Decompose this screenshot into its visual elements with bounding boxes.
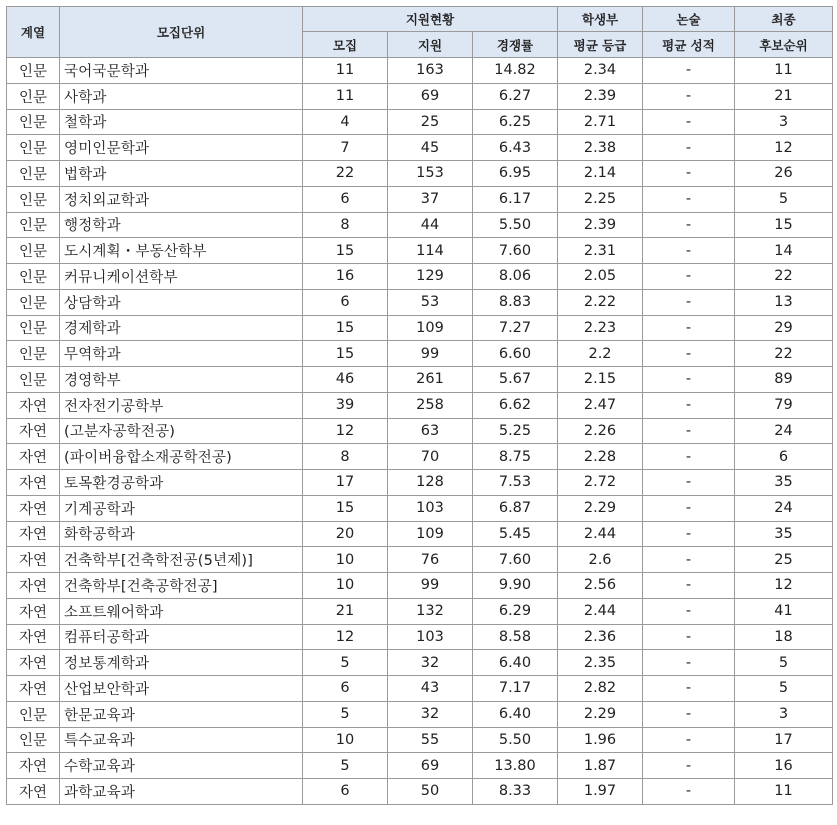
table-row xyxy=(7,676,833,702)
cell-essay: - xyxy=(643,444,735,470)
cell-rank: 18 xyxy=(735,624,833,650)
cell-gpa: 2.34 xyxy=(558,58,643,84)
table-row xyxy=(7,779,833,805)
cell-recruit: 39 xyxy=(303,392,388,418)
cell-apply: 129 xyxy=(388,264,473,290)
cell-essay: - xyxy=(643,392,735,418)
cell-gpa: 2.39 xyxy=(558,83,643,109)
cell-ratio: 6.95 xyxy=(473,161,558,187)
cell-unit: 사학과 xyxy=(60,83,303,109)
cell-ratio: 6.40 xyxy=(473,701,558,727)
cell-ratio: 13.80 xyxy=(473,753,558,779)
cell-category: 인문 xyxy=(7,109,60,135)
cell-rank: 22 xyxy=(735,341,833,367)
cell-unit: 토목환경공학과 xyxy=(60,470,303,496)
table-row xyxy=(7,470,833,496)
cell-ratio: 6.40 xyxy=(473,650,558,676)
cell-essay: - xyxy=(643,573,735,599)
cell-ratio: 6.17 xyxy=(473,186,558,212)
cell-unit: 경제학과 xyxy=(60,315,303,341)
cell-rank: 35 xyxy=(735,470,833,496)
cell-category: 인문 xyxy=(7,341,60,367)
cell-unit: 건축학부[건축공학전공] xyxy=(60,573,303,599)
table-row xyxy=(7,444,833,470)
cell-category: 인문 xyxy=(7,264,60,290)
cell-recruit: 17 xyxy=(303,470,388,496)
cell-apply: 103 xyxy=(388,495,473,521)
cell-rank: 22 xyxy=(735,264,833,290)
cell-essay: - xyxy=(643,650,735,676)
cell-ratio: 7.17 xyxy=(473,676,558,702)
cell-essay: - xyxy=(643,315,735,341)
cell-essay: - xyxy=(643,212,735,238)
table-row xyxy=(7,547,833,573)
cell-ratio: 6.29 xyxy=(473,598,558,624)
cell-recruit: 12 xyxy=(303,624,388,650)
cell-recruit: 15 xyxy=(303,315,388,341)
table-row xyxy=(7,315,833,341)
cell-apply: 258 xyxy=(388,392,473,418)
cell-recruit: 11 xyxy=(303,83,388,109)
table-row xyxy=(7,289,833,315)
cell-essay: - xyxy=(643,598,735,624)
cell-apply: 25 xyxy=(388,109,473,135)
cell-category: 인문 xyxy=(7,83,60,109)
cell-category: 인문 xyxy=(7,135,60,161)
cell-category: 인문 xyxy=(7,701,60,727)
cell-ratio: 7.60 xyxy=(473,547,558,573)
cell-gpa: 2.39 xyxy=(558,212,643,238)
cell-category: 인문 xyxy=(7,161,60,187)
cell-apply: 163 xyxy=(388,58,473,84)
table-row xyxy=(7,701,833,727)
cell-gpa: 2.22 xyxy=(558,289,643,315)
cell-gpa: 2.31 xyxy=(558,238,643,264)
cell-unit: 컴퓨터공학과 xyxy=(60,624,303,650)
cell-recruit: 15 xyxy=(303,495,388,521)
table-row xyxy=(7,186,833,212)
cell-gpa: 2.47 xyxy=(558,392,643,418)
cell-ratio: 6.60 xyxy=(473,341,558,367)
table-row xyxy=(7,650,833,676)
cell-gpa: 2.28 xyxy=(558,444,643,470)
cell-rank: 89 xyxy=(735,367,833,393)
header-ratio: 경쟁률 xyxy=(473,32,558,58)
cell-category: 인문 xyxy=(7,238,60,264)
cell-gpa: 2.44 xyxy=(558,521,643,547)
header-unit: 모집단위 xyxy=(60,7,303,58)
cell-apply: 132 xyxy=(388,598,473,624)
cell-unit: 정치외교학과 xyxy=(60,186,303,212)
cell-category: 인문 xyxy=(7,315,60,341)
table-row xyxy=(7,392,833,418)
cell-recruit: 15 xyxy=(303,341,388,367)
cell-rank: 13 xyxy=(735,289,833,315)
cell-unit: 커뮤니케이션학부 xyxy=(60,264,303,290)
cell-unit: 법학과 xyxy=(60,161,303,187)
cell-essay: - xyxy=(643,753,735,779)
cell-recruit: 22 xyxy=(303,161,388,187)
cell-gpa: 2.15 xyxy=(558,367,643,393)
cell-essay: - xyxy=(643,624,735,650)
cell-rank: 3 xyxy=(735,109,833,135)
cell-unit: (파이버융합소재공학전공) xyxy=(60,444,303,470)
cell-unit: 기계공학과 xyxy=(60,495,303,521)
cell-ratio: 6.43 xyxy=(473,135,558,161)
cell-ratio: 7.53 xyxy=(473,470,558,496)
cell-recruit: 20 xyxy=(303,521,388,547)
header-rank-line1: 최종 xyxy=(735,7,833,32)
cell-ratio: 8.33 xyxy=(473,779,558,805)
cell-unit: 한문교육과 xyxy=(60,701,303,727)
cell-category: 자연 xyxy=(7,624,60,650)
cell-recruit: 10 xyxy=(303,547,388,573)
cell-unit: 영미인문학과 xyxy=(60,135,303,161)
cell-essay: - xyxy=(643,521,735,547)
cell-essay: - xyxy=(643,289,735,315)
cell-essay: - xyxy=(643,264,735,290)
cell-gpa: 2.35 xyxy=(558,650,643,676)
cell-ratio: 5.25 xyxy=(473,418,558,444)
cell-essay: - xyxy=(643,58,735,84)
cell-gpa: 2.44 xyxy=(558,598,643,624)
cell-recruit: 8 xyxy=(303,212,388,238)
cell-unit: 무역학과 xyxy=(60,341,303,367)
cell-rank: 5 xyxy=(735,650,833,676)
cell-recruit: 7 xyxy=(303,135,388,161)
cell-unit: (고분자공학전공) xyxy=(60,418,303,444)
cell-ratio: 5.50 xyxy=(473,727,558,753)
cell-essay: - xyxy=(643,83,735,109)
table-row xyxy=(7,367,833,393)
cell-rank: 25 xyxy=(735,547,833,573)
cell-essay: - xyxy=(643,418,735,444)
cell-rank: 12 xyxy=(735,135,833,161)
cell-unit: 소프트웨어학과 xyxy=(60,598,303,624)
cell-category: 인문 xyxy=(7,289,60,315)
cell-unit: 과학교육과 xyxy=(60,779,303,805)
cell-rank: 21 xyxy=(735,83,833,109)
table-row xyxy=(7,264,833,290)
cell-essay: - xyxy=(643,495,735,521)
cell-unit: 도시계획・부동산학부 xyxy=(60,238,303,264)
cell-gpa: 2.38 xyxy=(558,135,643,161)
cell-category: 인문 xyxy=(7,186,60,212)
header-recruit: 모집 xyxy=(303,32,388,58)
cell-gpa: 1.97 xyxy=(558,779,643,805)
admission-results-table xyxy=(6,6,833,805)
cell-ratio: 6.87 xyxy=(473,495,558,521)
cell-recruit: 46 xyxy=(303,367,388,393)
cell-rank: 11 xyxy=(735,779,833,805)
cell-category: 인문 xyxy=(7,727,60,753)
table-row xyxy=(7,135,833,161)
cell-rank: 5 xyxy=(735,186,833,212)
header-gpa-line1: 학생부 xyxy=(558,7,643,32)
cell-essay: - xyxy=(643,727,735,753)
cell-category: 자연 xyxy=(7,598,60,624)
cell-apply: 32 xyxy=(388,650,473,676)
cell-ratio: 8.83 xyxy=(473,289,558,315)
cell-category: 자연 xyxy=(7,547,60,573)
table-row xyxy=(7,521,833,547)
cell-category: 자연 xyxy=(7,779,60,805)
cell-ratio: 7.27 xyxy=(473,315,558,341)
cell-unit: 정보통계학과 xyxy=(60,650,303,676)
cell-category: 인문 xyxy=(7,367,60,393)
cell-rank: 29 xyxy=(735,315,833,341)
cell-essay: - xyxy=(643,470,735,496)
cell-gpa: 2.29 xyxy=(558,701,643,727)
cell-recruit: 6 xyxy=(303,676,388,702)
cell-rank: 5 xyxy=(735,676,833,702)
cell-rank: 11 xyxy=(735,58,833,84)
cell-apply: 43 xyxy=(388,676,473,702)
cell-apply: 44 xyxy=(388,212,473,238)
cell-unit: 산업보안학과 xyxy=(60,676,303,702)
cell-ratio: 9.90 xyxy=(473,573,558,599)
cell-ratio: 8.06 xyxy=(473,264,558,290)
cell-gpa: 2.56 xyxy=(558,573,643,599)
cell-gpa: 2.26 xyxy=(558,418,643,444)
cell-recruit: 8 xyxy=(303,444,388,470)
table-row xyxy=(7,341,833,367)
cell-apply: 99 xyxy=(388,573,473,599)
cell-category: 자연 xyxy=(7,753,60,779)
table-row xyxy=(7,624,833,650)
cell-recruit: 6 xyxy=(303,289,388,315)
cell-gpa: 1.87 xyxy=(558,753,643,779)
header-apply: 지원 xyxy=(388,32,473,58)
table-row xyxy=(7,495,833,521)
cell-unit: 국어국문학과 xyxy=(60,58,303,84)
cell-apply: 261 xyxy=(388,367,473,393)
cell-recruit: 5 xyxy=(303,701,388,727)
cell-apply: 69 xyxy=(388,753,473,779)
cell-rank: 3 xyxy=(735,701,833,727)
cell-apply: 69 xyxy=(388,83,473,109)
cell-gpa: 2.82 xyxy=(558,676,643,702)
cell-rank: 6 xyxy=(735,444,833,470)
cell-gpa: 2.14 xyxy=(558,161,643,187)
cell-apply: 55 xyxy=(388,727,473,753)
cell-apply: 45 xyxy=(388,135,473,161)
cell-recruit: 5 xyxy=(303,650,388,676)
header-essay-line2: 평균 성적 xyxy=(643,32,735,58)
cell-category: 자연 xyxy=(7,418,60,444)
cell-ratio: 14.82 xyxy=(473,58,558,84)
cell-unit: 수학교육과 xyxy=(60,753,303,779)
cell-category: 인문 xyxy=(7,212,60,238)
cell-rank: 14 xyxy=(735,238,833,264)
cell-apply: 128 xyxy=(388,470,473,496)
cell-essay: - xyxy=(643,135,735,161)
cell-apply: 32 xyxy=(388,701,473,727)
cell-recruit: 6 xyxy=(303,186,388,212)
cell-unit: 전자전기공학부 xyxy=(60,392,303,418)
cell-category: 자연 xyxy=(7,444,60,470)
cell-recruit: 12 xyxy=(303,418,388,444)
header-category: 계열 xyxy=(7,7,60,58)
cell-rank: 16 xyxy=(735,753,833,779)
cell-apply: 109 xyxy=(388,315,473,341)
cell-recruit: 5 xyxy=(303,753,388,779)
table-row xyxy=(7,238,833,264)
cell-essay: - xyxy=(643,186,735,212)
cell-ratio: 5.67 xyxy=(473,367,558,393)
cell-unit: 상담학과 xyxy=(60,289,303,315)
cell-gpa: 2.36 xyxy=(558,624,643,650)
table-body xyxy=(7,58,833,805)
cell-category: 자연 xyxy=(7,495,60,521)
cell-recruit: 21 xyxy=(303,598,388,624)
cell-essay: - xyxy=(643,109,735,135)
cell-recruit: 15 xyxy=(303,238,388,264)
table-header xyxy=(7,7,833,58)
cell-gpa: 1.96 xyxy=(558,727,643,753)
cell-gpa: 2.29 xyxy=(558,495,643,521)
cell-essay: - xyxy=(643,779,735,805)
cell-apply: 70 xyxy=(388,444,473,470)
cell-rank: 15 xyxy=(735,212,833,238)
table-row xyxy=(7,58,833,84)
table-row xyxy=(7,83,833,109)
cell-recruit: 16 xyxy=(303,264,388,290)
cell-apply: 109 xyxy=(388,521,473,547)
cell-recruit: 10 xyxy=(303,573,388,599)
cell-category: 인문 xyxy=(7,58,60,84)
cell-category: 자연 xyxy=(7,521,60,547)
cell-essay: - xyxy=(643,238,735,264)
cell-ratio: 6.27 xyxy=(473,83,558,109)
cell-unit: 특수교육과 xyxy=(60,727,303,753)
cell-apply: 153 xyxy=(388,161,473,187)
cell-unit: 화학공학과 xyxy=(60,521,303,547)
cell-apply: 76 xyxy=(388,547,473,573)
cell-apply: 50 xyxy=(388,779,473,805)
header-rank-line2: 후보순위 xyxy=(735,32,833,58)
cell-unit: 철학과 xyxy=(60,109,303,135)
cell-ratio: 8.75 xyxy=(473,444,558,470)
header-essay-line1: 논술 xyxy=(643,7,735,32)
cell-essay: - xyxy=(643,367,735,393)
cell-unit: 건축학부[건축학전공(5년제)] xyxy=(60,547,303,573)
table-row xyxy=(7,573,833,599)
cell-apply: 103 xyxy=(388,624,473,650)
cell-recruit: 4 xyxy=(303,109,388,135)
cell-rank: 26 xyxy=(735,161,833,187)
cell-gpa: 2.05 xyxy=(558,264,643,290)
cell-ratio: 6.25 xyxy=(473,109,558,135)
cell-rank: 12 xyxy=(735,573,833,599)
cell-apply: 37 xyxy=(388,186,473,212)
table-row xyxy=(7,418,833,444)
cell-gpa: 2.25 xyxy=(558,186,643,212)
cell-gpa: 2.23 xyxy=(558,315,643,341)
cell-rank: 24 xyxy=(735,495,833,521)
cell-ratio: 8.58 xyxy=(473,624,558,650)
cell-gpa: 2.6 xyxy=(558,547,643,573)
cell-gpa: 2.71 xyxy=(558,109,643,135)
cell-gpa: 2.2 xyxy=(558,341,643,367)
cell-recruit: 11 xyxy=(303,58,388,84)
cell-apply: 99 xyxy=(388,341,473,367)
cell-ratio: 6.62 xyxy=(473,392,558,418)
cell-rank: 35 xyxy=(735,521,833,547)
cell-rank: 17 xyxy=(735,727,833,753)
cell-essay: - xyxy=(643,341,735,367)
table-row xyxy=(7,212,833,238)
cell-category: 자연 xyxy=(7,470,60,496)
table-row xyxy=(7,753,833,779)
cell-unit: 행정학과 xyxy=(60,212,303,238)
table-row xyxy=(7,598,833,624)
cell-rank: 24 xyxy=(735,418,833,444)
header-gpa-line2: 평균 등급 xyxy=(558,32,643,58)
cell-essay: - xyxy=(643,547,735,573)
cell-apply: 53 xyxy=(388,289,473,315)
table-row xyxy=(7,109,833,135)
cell-essay: - xyxy=(643,676,735,702)
cell-ratio: 5.45 xyxy=(473,521,558,547)
cell-gpa: 2.72 xyxy=(558,470,643,496)
cell-category: 자연 xyxy=(7,650,60,676)
cell-category: 자연 xyxy=(7,392,60,418)
cell-ratio: 5.50 xyxy=(473,212,558,238)
cell-essay: - xyxy=(643,701,735,727)
table-row xyxy=(7,161,833,187)
cell-apply: 114 xyxy=(388,238,473,264)
cell-category: 자연 xyxy=(7,573,60,599)
cell-recruit: 6 xyxy=(303,779,388,805)
cell-rank: 79 xyxy=(735,392,833,418)
table-row xyxy=(7,727,833,753)
cell-rank: 41 xyxy=(735,598,833,624)
header-status-group: 지원현황 xyxy=(303,7,558,32)
cell-apply: 63 xyxy=(388,418,473,444)
cell-recruit: 10 xyxy=(303,727,388,753)
cell-ratio: 7.60 xyxy=(473,238,558,264)
cell-essay: - xyxy=(643,161,735,187)
cell-unit: 경영학부 xyxy=(60,367,303,393)
cell-category: 자연 xyxy=(7,676,60,702)
